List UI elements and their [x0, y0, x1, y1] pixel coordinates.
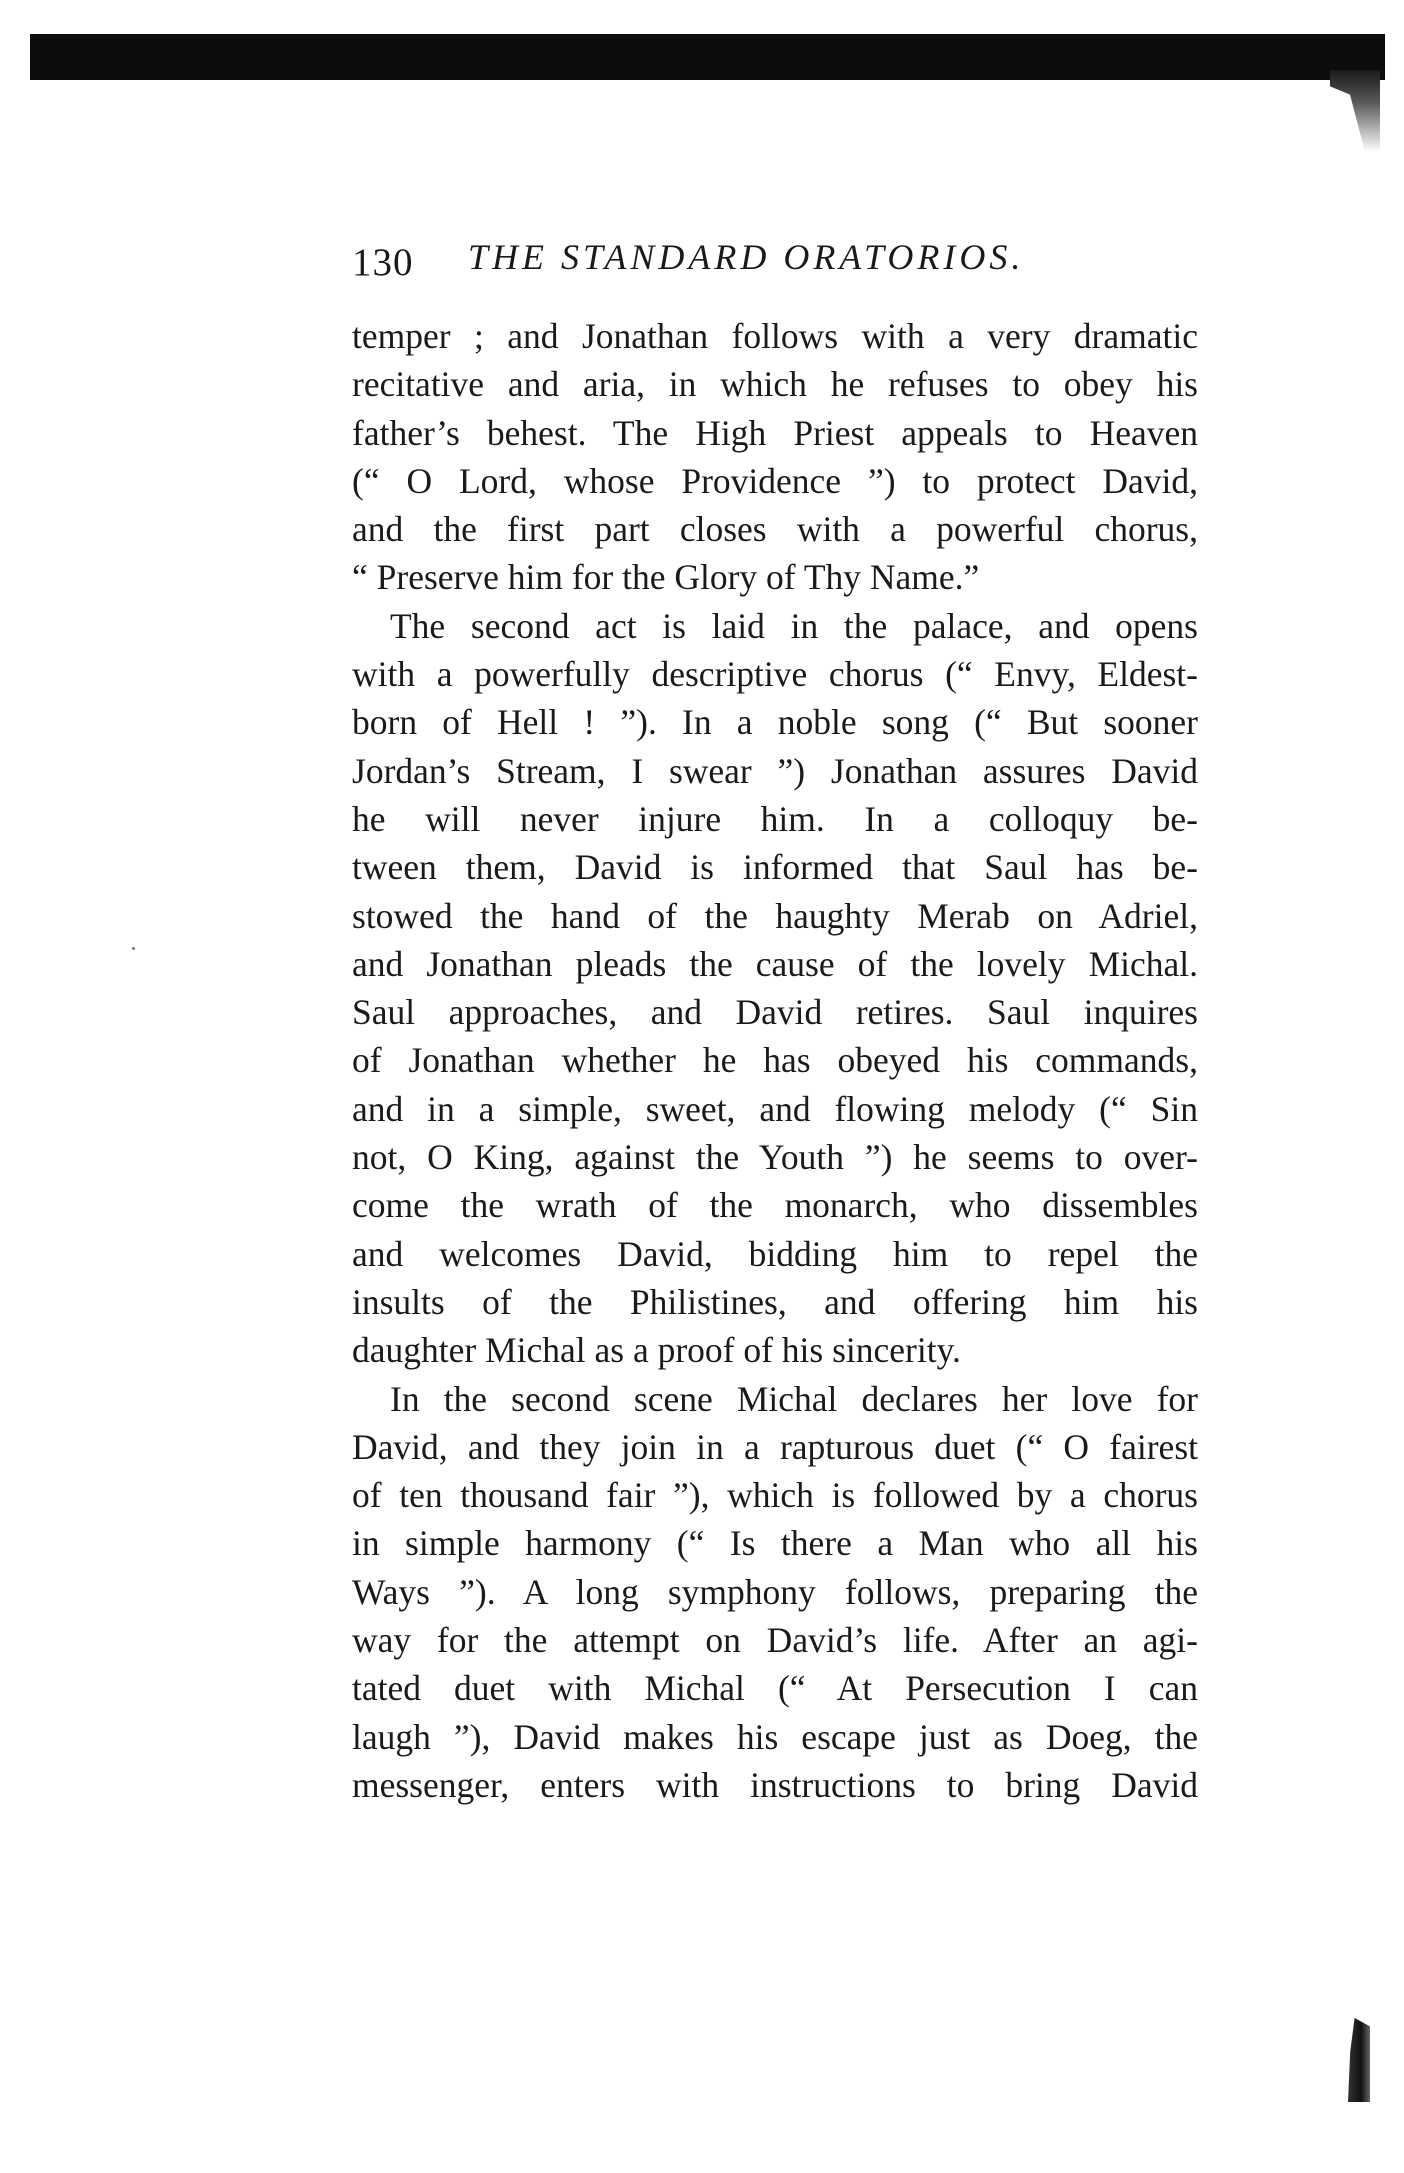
scan-border-bar [30, 34, 1385, 80]
text-line: come the wrath of the monarch, who dissembles [352, 1185, 1198, 1226]
text-line: born of Hell ! ”). In a noble song (“ But sooner [352, 702, 1198, 743]
scan-border-edge [1330, 70, 1380, 152]
text-line: temper ; and Jonathan follows with a very dramatic [352, 316, 1198, 356]
text-line: he will never injure him. In a colloquy be- [352, 798, 1198, 839]
text-line: The second act is laid in the palace, and opens [390, 605, 1198, 646]
text-line: Saul approaches, and David retires. Saul inquires [352, 992, 1198, 1033]
text-line: in simple harmony (“ Is there a Man who all his [352, 1523, 1198, 1564]
text-line: messenger, enters with instructions to bring David [352, 1764, 1198, 1805]
text-line: David, and they join in a rapturous duet (“ O fairest [352, 1426, 1198, 1467]
text-line: insults of the Philistines, and offering him his [352, 1281, 1198, 1322]
text-line: Jordan’s Stream, I swear ”) Jonathan assures David [352, 750, 1198, 791]
text-line: stowed the hand of the haughty Merab on Adriel, [352, 895, 1198, 936]
text-line: tated duet with Michal (“ At Persecution I can [352, 1668, 1198, 1709]
text-line: and the first part closes with a powerful chorus, [352, 509, 1198, 550]
text-line: father’s behest. The High Priest appeals to Heaven [352, 412, 1198, 453]
text-line: way for the attempt on David’s life. After an agi- [352, 1620, 1198, 1661]
text-line: and Jonathan pleads the cause of the lovely Michal. [352, 943, 1198, 984]
text-line: (“ O Lord, whose Providence ”) to protect David, [352, 460, 1198, 501]
text-line: “ Preserve him for the Glory of Thy Name.” [352, 557, 980, 598]
text-line: and welcomes David, bidding him to repel the [352, 1233, 1198, 1274]
text-line: In the second scene Michal declares her love for [390, 1378, 1198, 1419]
text-line: daughter Michal as a proof of his sincerity. [352, 1330, 961, 1371]
scan-speck [132, 947, 135, 950]
running-title: THE STANDARD ORATORIOS. [468, 237, 1025, 277]
text-line: of ten thousand fair ”), which is followed by a chorus [352, 1475, 1198, 1516]
scan-corner-mark [1348, 2018, 1370, 2102]
text-line: of Jonathan whether he has obeyed his commands, [352, 1040, 1198, 1081]
text-line: recitative and aria, in which he refuses to obey his [352, 364, 1198, 405]
text-line: and in a simple, sweet, and flowing melody (“ Sin [352, 1088, 1198, 1129]
running-head [352, 236, 1352, 296]
text-line: laugh ”), David makes his escape just as Doeg, the [352, 1716, 1198, 1757]
text-line: tween them, David is informed that Saul has be- [352, 847, 1198, 888]
text-line: not, O King, against the Youth ”) he seems to over- [352, 1137, 1198, 1178]
body-text [352, 312, 1198, 1809]
text-line: Ways ”). A long symphony follows, preparing the [352, 1571, 1198, 1612]
page-number: 130 [352, 241, 414, 284]
text-line: with a powerfully descriptive chorus (“ Envy, Eldest- [352, 654, 1198, 695]
